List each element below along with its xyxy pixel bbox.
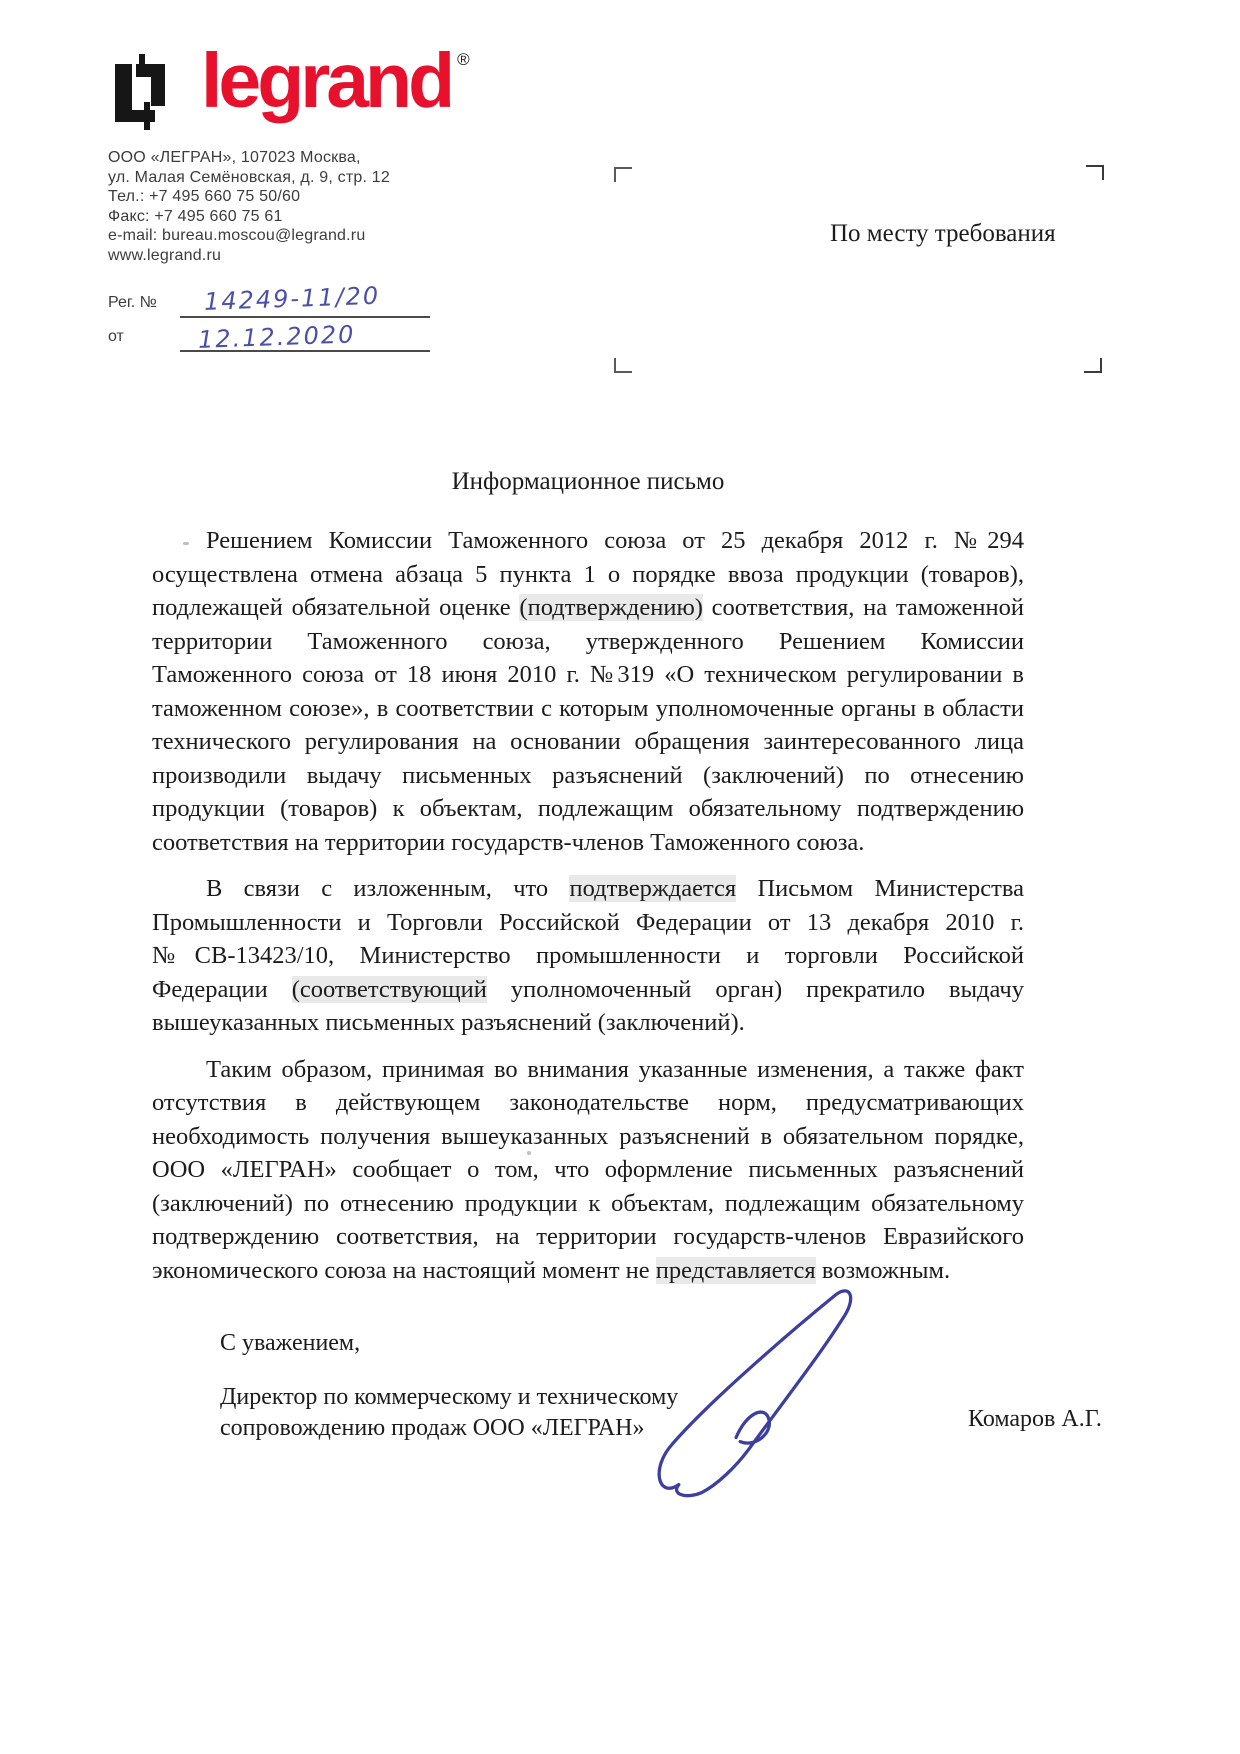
registered-trademark-symbol: ® <box>457 50 470 69</box>
reg-date-handwritten-value: 12.12.2020 <box>197 320 356 354</box>
letter-body <box>152 524 1024 1300</box>
paragraph-3: Таким образом, принимая во внимания указанные изменения, а также факт отсутствия в действующем законодательстве норм, предусматривающих необходимость получения вышеуказанных разъяснений в обязательном порядке, ООО «ЛЕГРАН» сообщает о том, что оформление письменных разъяснений (заключений) по отнесению продукции к объектам, подлежащим обязательному подтверждению соответствия, на территории государств-членов Евразийского экономического союза на настоящий момент не представляется возможным. <box>152 1055 1024 1284</box>
address-frame-corner-top-right <box>1086 165 1104 180</box>
closing-salutation: С уважением, <box>220 1330 361 1356</box>
contact-line-phone: Тел.: +7 495 660 75 50/60 <box>108 188 301 205</box>
contact-line-email: e-mail: bureau.moscou@legrand.ru <box>108 227 366 244</box>
signer-position-line-2: сопровождению продаж ООО «ЛЕГРАН» <box>220 1415 645 1441</box>
contact-block <box>108 148 390 265</box>
reg-date-label: от <box>108 328 124 345</box>
address-frame-corner-bottom-right <box>1084 358 1102 373</box>
scan-artifact <box>527 1151 531 1155</box>
registration-block <box>108 281 438 354</box>
contact-line-fax: Факс: +7 495 660 75 61 <box>108 207 283 225</box>
legrand-wordmark: legrand <box>201 38 452 124</box>
reg-number-row <box>108 281 438 320</box>
recipient-line: По месту требования <box>830 220 1056 247</box>
contact-line-street: ул. Малая Семёновская, д. 9, стр. 12 <box>108 168 390 186</box>
address-frame-corner-top-left <box>614 167 632 182</box>
legrand-logo-icon <box>103 54 175 130</box>
contact-line-company: ООО «ЛЕГРАН», 107023 Москва, <box>108 149 361 166</box>
signer-position-line-1: Директор по коммерческому и техническому <box>220 1384 679 1410</box>
paragraph-1: Решением Комиссии Таможенного союза от 25 декабря 2012 г. №294 осуществлена отмена абзаца 5 пункта 1 о порядке ввоза продукции (товаров), подлежащей обязательной оценке (подтверждению) соответствия, на таможенной территории Таможенного союза, утвержденного Решением Комиссии Таможенного союза от 18 июня 2010 г. №319 «О техническом регулировании в таможенном союзе», в соответствии с которым уполномоченные органы в области технического регулирования на основании обращения заинтересованного лица производили выдачу письменных разъяснений (заключений) по отнесению продукции (товаров) к объектам, подлежащим обязательному подтверждению соответствия на территории государств-членов Таможенного союза. <box>152 527 1024 856</box>
paragraph-2: В связи с изложенным, что подтверждается Письмом Министерства Промышленности и Торговли Российской Федерации от 13 декабря 2010 г. №СВ-13423/10, Министерство промышленности и торговли Российской Федерации (соответствующий уполномоченный орган) прекратило выдачу вышеуказанных письменных разъяснений (заключений). <box>152 875 1024 1036</box>
reg-number-underline <box>180 316 430 318</box>
contact-line-website: www.legrand.ru <box>108 246 222 264</box>
signer-position <box>220 1382 678 1444</box>
letter-title: Информационное письмо <box>451 468 725 495</box>
legrand-logo <box>103 38 470 130</box>
signer-name: Комаров А.Г. <box>968 1406 1102 1432</box>
handwritten-signature <box>648 1282 904 1502</box>
reg-number-handwritten-value: 14249-11/20 <box>203 281 381 316</box>
address-frame-corner-bottom-left <box>614 358 632 373</box>
scan-artifact <box>183 542 189 545</box>
reg-date-row <box>108 320 438 354</box>
reg-number-label: Рег. № <box>108 294 157 311</box>
